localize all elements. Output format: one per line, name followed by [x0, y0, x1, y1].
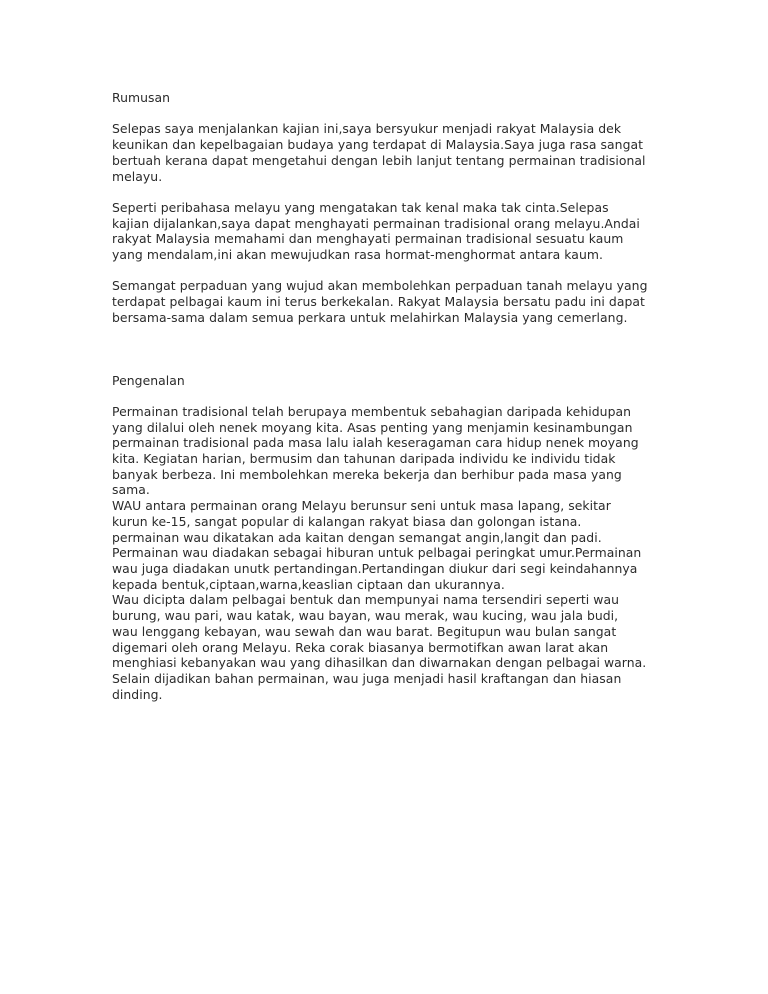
text-line: bertuah kerana dapat mengetahui dengan lebih lanjut tentang permainan tradisional — [112, 152, 646, 168]
text-line: yang mendalam,ini akan mewujudkan rasa hormat-menghormat antara kaum. — [112, 247, 603, 262]
text-line: melayu. — [112, 168, 163, 184]
text-line: rakyat Malaysia memahami dan menghayati permainan tradisional sesuatu kaum — [112, 231, 624, 247]
text-line: kajian dijalankan,saya dapat menghayati permainan tradisional orang melayu.Andai — [112, 215, 640, 231]
section-heading-pengenalan: Pengenalan — [112, 372, 185, 388]
text-line: kita. Kegiatan harian, bermusim dan tahunan daripada individu ke individu tidak — [112, 451, 616, 467]
text-line: terdapat pelbagai kaum ini terus berkekalan. Rakyat Malaysia bersatu padu ini dapat — [112, 294, 645, 310]
section-heading-rumusan: Rumusan — [112, 90, 171, 105]
text-line: Selain dijadikan bahan permainan, wau juga menjadi hasil kraftangan dan hiasan — [112, 670, 622, 686]
text-line: menghiasi kebanyakan wau yang dihasilkan dan diwarnakan dengan pelbagai warna. — [112, 655, 647, 671]
paragraph — [112, 200, 657, 263]
section-spacer — [112, 341, 657, 372]
text-line: Permainan wau diadakan sebagai hiburan untuk pelbagai peringkat umur.Permainan — [112, 545, 642, 561]
text-line: keunikan dan kepelbagaian budaya yang terdapat di Malaysia.Saya juga rasa sangat — [112, 137, 644, 153]
text-line: burung, wau pari, wau katak, wau bayan, wau merak, wau kucing, wau jala budi, — [112, 608, 619, 624]
text-line: bersama-sama dalam semua perkara untuk melahirkan Malaysia yang cemerlang. — [112, 309, 628, 325]
text-line: Semangat perpaduan yang wujud akan membolehkan perpaduan tanah melayu yang — [112, 278, 648, 294]
text-line: wau juga diadakan unutk pertandingan.Pertandingan diukur dari segi keindahannya — [112, 561, 638, 576]
text-line: sama. — [112, 482, 150, 498]
paragraph — [112, 121, 657, 184]
text-line: kepada bentuk,ciptaan,warna,keaslian ciptaan dan ukurannya. — [112, 576, 505, 592]
text-line: digemari oleh orang Melayu. Reka corak biasanya bermotifkan awan larat akan — [112, 639, 609, 655]
text-line: kurun ke-15, sangat popular di kalangan rakyat biasa dan golongan istana. — [112, 513, 582, 529]
text-line: dinding. — [112, 686, 163, 702]
document-body — [112, 90, 657, 718]
paragraph — [112, 278, 657, 325]
paragraph — [112, 404, 657, 702]
text-line: permainan tradisional pada masa lalu ialah keseragaman cara hidup nenek moyang — [112, 435, 639, 451]
text-line: yang dilalui oleh nenek moyang kita. Asas penting yang menjamin kesinambungan — [112, 419, 633, 435]
text-line: permainan wau dikatakan ada kaitan dengan semangat angin,langit dan padi. — [112, 529, 602, 545]
text-line: Seperti peribahasa melayu yang mengatakan tak kenal maka tak cinta.Selepas — [112, 199, 609, 215]
text-line: wau lenggang kebayan, wau sewah dan wau barat. Begitupun wau bulan sangat — [112, 623, 617, 639]
text-line: Wau dicipta dalam pelbagai bentuk dan mempunyai nama tersendiri seperti wau — [112, 592, 620, 608]
text-line: Selepas saya menjalankan kajian ini,saya bersyukur menjadi rakyat Malaysia dek — [112, 121, 622, 137]
text-line: Permainan tradisional telah berupaya membentuk sebahagian daripada kehidupan — [112, 403, 632, 419]
text-line: banyak berbeza. Ini membolehkan mereka bekerja dan berhibur pada masa yang — [112, 466, 622, 482]
text-line: WAU antara permainan orang Melayu berunsur seni untuk masa lapang, sekitar — [112, 498, 611, 514]
